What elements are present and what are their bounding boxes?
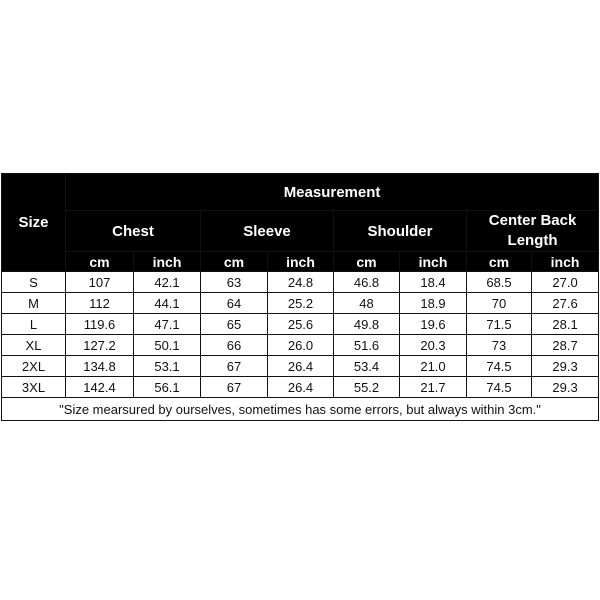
value-cell: 26.0 <box>268 335 334 356</box>
unit-header: inch <box>400 252 467 272</box>
value-cell: 119.6 <box>66 314 134 335</box>
size-cell: L <box>2 314 66 335</box>
value-cell: 64 <box>201 293 268 314</box>
value-cell: 66 <box>201 335 268 356</box>
value-cell: 68.5 <box>467 272 532 293</box>
value-cell: 27.6 <box>532 293 599 314</box>
value-cell: 127.2 <box>66 335 134 356</box>
value-cell: 51.6 <box>334 335 400 356</box>
size-note: "Size mearsured by ourselves, sometimes has some errors, but always within 3cm." <box>2 398 599 421</box>
value-cell: 26.4 <box>268 356 334 377</box>
value-cell: 53.1 <box>134 356 201 377</box>
value-cell: 53.4 <box>334 356 400 377</box>
value-cell: 46.8 <box>334 272 400 293</box>
shoulder-header: Shoulder <box>334 211 467 252</box>
value-cell: 65 <box>201 314 268 335</box>
value-cell: 29.3 <box>532 377 599 398</box>
unit-header: inch <box>134 252 201 272</box>
value-cell: 18.9 <box>400 293 467 314</box>
value-cell: 28.7 <box>532 335 599 356</box>
size-cell: M <box>2 293 66 314</box>
value-cell: 71.5 <box>467 314 532 335</box>
size-cell: S <box>2 272 66 293</box>
value-cell: 49.8 <box>334 314 400 335</box>
center-back-length-header: Center Back Length <box>467 211 599 252</box>
value-cell: 27.0 <box>532 272 599 293</box>
size-cell: XL <box>2 335 66 356</box>
value-cell: 28.1 <box>532 314 599 335</box>
value-cell: 56.1 <box>134 377 201 398</box>
value-cell: 55.2 <box>334 377 400 398</box>
table-row <box>2 356 599 377</box>
table-row <box>2 293 599 314</box>
table-row <box>2 377 599 398</box>
value-cell: 70 <box>467 293 532 314</box>
value-cell: 74.5 <box>467 356 532 377</box>
table-row <box>2 335 599 356</box>
sleeve-header: Sleeve <box>201 211 334 252</box>
size-chart <box>1 173 598 421</box>
value-cell: 134.8 <box>66 356 134 377</box>
value-cell: 63 <box>201 272 268 293</box>
value-cell: 18.4 <box>400 272 467 293</box>
unit-header: cm <box>66 252 134 272</box>
measurement-header: Measurement <box>66 174 599 211</box>
size-cell: 3XL <box>2 377 66 398</box>
size-header: Size <box>2 174 66 272</box>
value-cell: 48 <box>334 293 400 314</box>
value-cell: 26.4 <box>268 377 334 398</box>
value-cell: 21.0 <box>400 356 467 377</box>
size-chart-table <box>1 173 599 421</box>
value-cell: 19.6 <box>400 314 467 335</box>
value-cell: 74.5 <box>467 377 532 398</box>
value-cell: 20.3 <box>400 335 467 356</box>
value-cell: 67 <box>201 356 268 377</box>
value-cell: 29.3 <box>532 356 599 377</box>
table-row <box>2 272 599 293</box>
unit-header: inch <box>268 252 334 272</box>
size-cell: 2XL <box>2 356 66 377</box>
value-cell: 44.1 <box>134 293 201 314</box>
value-cell: 142.4 <box>66 377 134 398</box>
value-cell: 107 <box>66 272 134 293</box>
value-cell: 73 <box>467 335 532 356</box>
chest-header: Chest <box>66 211 201 252</box>
note-row <box>2 398 599 421</box>
unit-header: cm <box>201 252 268 272</box>
value-cell: 25.2 <box>268 293 334 314</box>
unit-header: cm <box>467 252 532 272</box>
table-row <box>2 314 599 335</box>
value-cell: 50.1 <box>134 335 201 356</box>
value-cell: 24.8 <box>268 272 334 293</box>
value-cell: 25.6 <box>268 314 334 335</box>
value-cell: 21.7 <box>400 377 467 398</box>
unit-header: inch <box>532 252 599 272</box>
value-cell: 112 <box>66 293 134 314</box>
unit-header: cm <box>334 252 400 272</box>
value-cell: 47.1 <box>134 314 201 335</box>
value-cell: 67 <box>201 377 268 398</box>
value-cell: 42.1 <box>134 272 201 293</box>
